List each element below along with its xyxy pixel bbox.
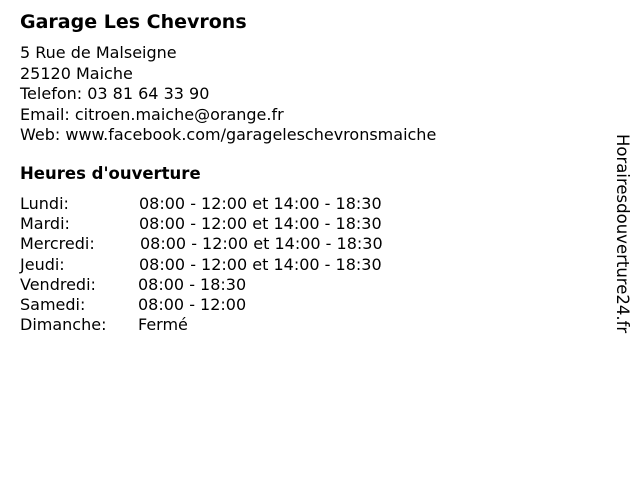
time-value: Fermé — [138, 315, 188, 335]
address-city: 25120 Maiche — [20, 63, 133, 83]
opening-hours-heading: Heures d'ouverture — [20, 164, 201, 183]
day-label: Mercredi: — [20, 234, 95, 254]
day-label: Jeudi: — [20, 254, 65, 274]
time-value: 08:00 - 12:00 et 14:00 - 18:30 — [139, 254, 382, 274]
day-label: Dimanche: — [20, 315, 107, 335]
time-value: 08:00 - 12:00 — [138, 294, 247, 314]
day-label: Samedi: — [20, 294, 86, 314]
time-value: 08:00 - 12:00 et 14:00 - 18:30 — [139, 214, 382, 234]
day-label: Vendredi: — [20, 274, 96, 294]
day-label: Mardi: — [20, 214, 70, 234]
email-address: Email: citroen.maiche@orange.fr — [20, 104, 284, 124]
site-watermark: Horairesdouverture24.fr — [613, 134, 632, 334]
phone-number: Telefon: 03 81 64 33 90 — [20, 84, 210, 103]
time-value: 08:00 - 18:30 — [138, 274, 247, 294]
website-url: Web: www.facebook.com/garageleschevronsmaiche — [20, 125, 437, 144]
business-name: Garage Les Chevrons — [20, 11, 247, 33]
day-label: Lundi: — [20, 194, 69, 213]
address-street: 5 Rue de Malseigne — [20, 43, 177, 62]
time-value: 08:00 - 12:00 et 14:00 - 18:30 — [139, 194, 382, 213]
contact-info — [20, 43, 436, 146]
time-value: 08:00 - 12:00 et 14:00 - 18:30 — [140, 234, 383, 254]
